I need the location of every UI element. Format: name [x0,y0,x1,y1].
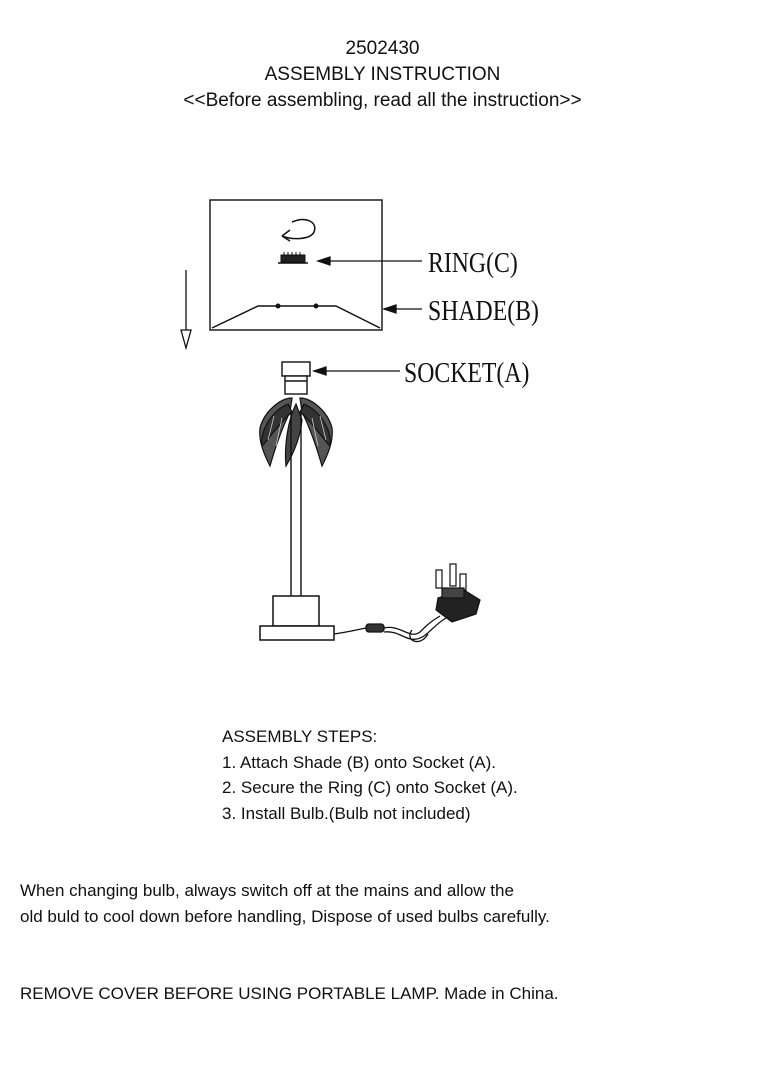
step-item: 2. Secure the Ring (C) onto Socket (A). [222,778,518,797]
document-subtitle: <<Before assembling, read all the instruction>> [183,90,582,111]
step-item: 1. Attach Shade (B) onto Socket (A). [222,752,497,772]
assembly-steps [222,724,518,826]
warning-line: When changing bulb, always switch off at the mains and allow the [20,881,514,900]
power-cord-drawing [334,616,446,642]
product-code: 2502430 [345,38,420,59]
plug-icon [436,564,480,622]
label-shade: SHADE(B) [428,293,539,327]
palm-leaves-drawing [260,398,333,466]
cover-notice: REMOVE COVER BEFORE USING PORTABLE LAMP. Made in China. [20,984,559,1003]
down-arrow-icon [181,270,191,348]
lamp-assembly-diagram [0,180,765,660]
label-socket: SOCKET(A) [404,355,530,389]
socket-drawing [282,362,310,394]
rotate-arrow-icon [282,220,315,241]
lamp-base-drawing [260,596,334,640]
document-title: ASSEMBLY INSTRUCTION [264,64,501,85]
label-ring: RING(C) [428,245,518,279]
bulb-warning [20,878,550,929]
steps-heading: ASSEMBLY STEPS: [222,727,378,746]
document-header [0,36,765,114]
shade-drawing [210,200,382,330]
warning-line: old buld to cool down before handling, Dispose of used bulbs carefully. [20,906,550,926]
ring-drawing [278,252,308,263]
step-item: 3. Install Bulb.(Bulb not included) [222,803,471,823]
